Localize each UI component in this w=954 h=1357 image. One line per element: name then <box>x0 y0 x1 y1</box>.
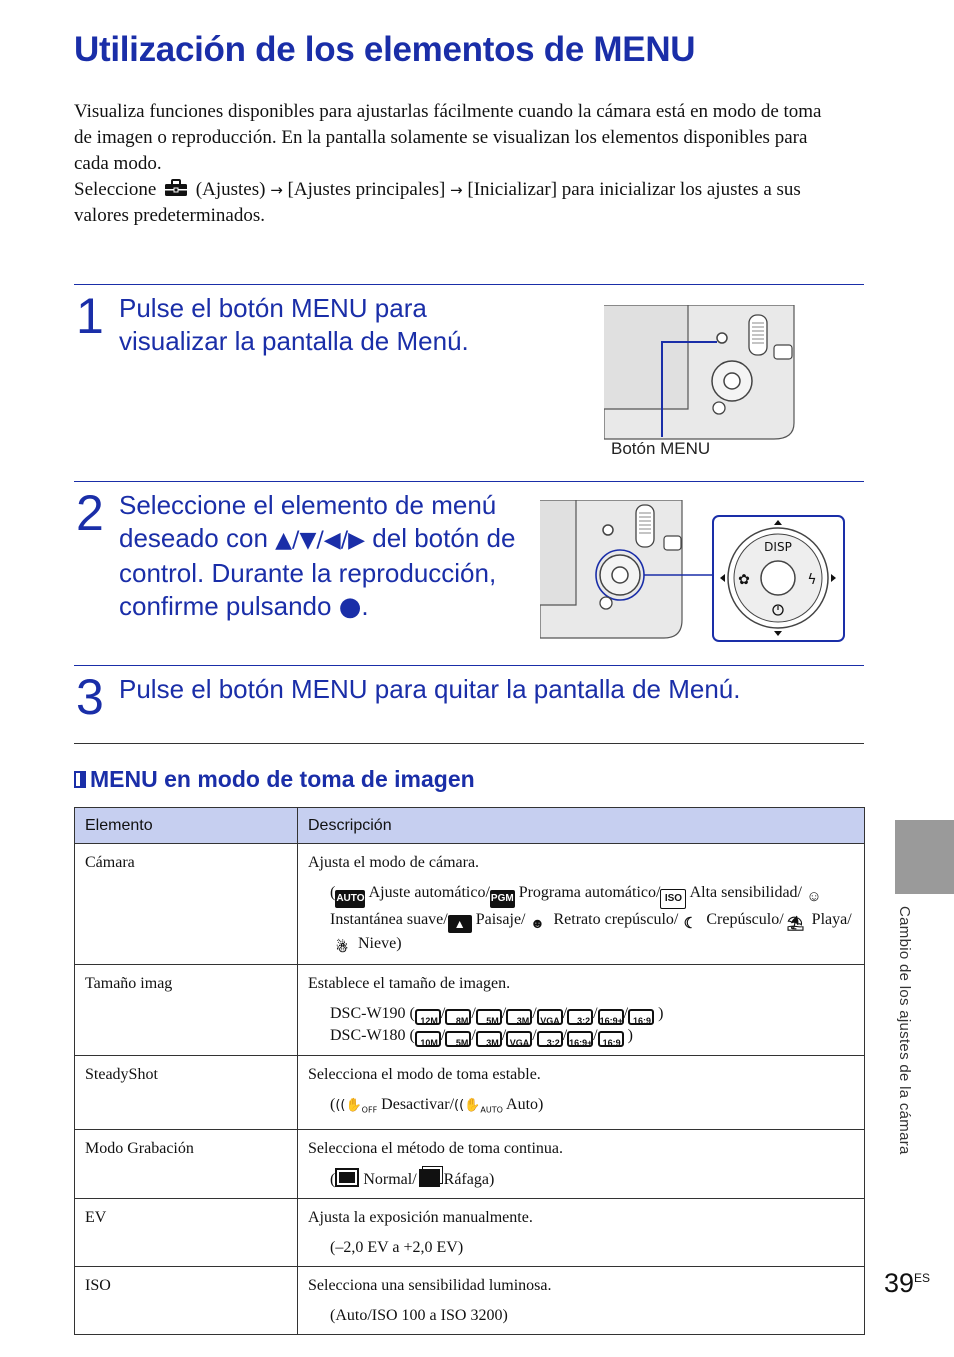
auto-mode-icon: AUTO <box>335 890 365 908</box>
step-text: Seleccione el elemento de menú deseado con ▲/▼/◀/▶ del botón de control. Durante la reproducción, confirme pulsando ●. <box>119 490 516 622</box>
table-cell-item: EV <box>75 1198 298 1266</box>
menu-table <box>74 807 865 1335</box>
page-title: Utilización de los elementos de MENU <box>74 30 696 69</box>
table-row <box>75 965 865 1056</box>
step-text: Pulse el botón MENU para quitar la pantalla de Menú. <box>119 674 741 704</box>
step-number: 2 <box>76 485 104 541</box>
chapter-tab <box>895 820 954 894</box>
table-row <box>75 1266 865 1334</box>
table-cell-description: Selecciona el modo de toma estable. ((($✋_{OFF}$ Desactivar/(($✋_{AUTO}$ Auto) <box>298 1056 865 1130</box>
twilight-portrait-icon: ☻ <box>526 914 550 932</box>
image-size-icon: 16:9+ <box>598 1009 624 1025</box>
center-button-icon: ● <box>338 592 362 622</box>
column-header: Elemento <box>75 808 298 844</box>
step-divider <box>74 284 864 285</box>
normal-mode-icon <box>335 1168 359 1187</box>
table-cell-item: SteadyShot <box>75 1056 298 1130</box>
intro-instructions: Seleccione (Ajustes) → [Ajustes principales] → [Inicializar] para inicializar los ajustes a sus valores predeterminados. <box>74 179 801 226</box>
arrow-icon: → <box>450 181 463 199</box>
toolbox-icon <box>164 179 188 197</box>
intro-text <box>74 99 844 229</box>
snow-icon: ☃ <box>330 938 354 956</box>
image-size-icon: VGA <box>537 1009 563 1025</box>
svg-text:ϟ: ϟ <box>807 572 817 588</box>
image-size-list: DSC-W190 ( 12M / 8M / 5M / 3M / VGA / 3:2 / 16:9+/ 16:9 ) DSC-W180 ( 10M / 5M / 3M / VGA / 3:2 / 16:9+/ 16:9 ) <box>330 1005 664 1048</box>
image-size-icon: VGA <box>506 1031 532 1047</box>
table-row <box>75 844 865 965</box>
program-mode-icon: PGM <box>490 890 515 908</box>
twilight-icon: ☾ <box>678 915 702 933</box>
arrow-icon: → <box>270 181 283 199</box>
image-size-icon: 16:9 <box>628 1009 654 1025</box>
table-cell-description: Selecciona el método de toma continua. ( Normal/ Ráfaga) <box>298 1129 865 1198</box>
table-row <box>75 1198 865 1266</box>
chapter-label: Cambio de los ajustes de la cámara <box>896 906 913 1155</box>
image-size-icon: 16:9+ <box>567 1031 593 1047</box>
image-size-icon: 3:2 <box>567 1009 593 1025</box>
steadyshot-auto-icon: (($✋_{AUTO}$ <box>454 1098 503 1115</box>
image-size-icon: 5M <box>445 1031 471 1047</box>
step-divider <box>74 665 864 666</box>
table-row <box>75 1129 865 1198</box>
image-size-icon: 3M <box>476 1031 502 1047</box>
steadyshot-off-icon: (($✋_{OFF}$ <box>335 1098 378 1115</box>
image-size-icon: 16:9 <box>598 1031 624 1047</box>
image-size-icon: 10M <box>415 1031 441 1047</box>
control-button-illustration <box>540 500 850 645</box>
disp-label: DISP <box>764 540 792 554</box>
table-row <box>75 1056 865 1130</box>
section-marker-icon <box>74 771 86 788</box>
menu-button-caption: Botón MENU <box>611 439 711 458</box>
beach-icon: ⛱ <box>784 914 808 932</box>
camera-back-illustration <box>604 305 796 442</box>
record-mode-options: ( Normal/ Ráfaga) <box>308 1168 854 1190</box>
burst-mode-icon <box>419 1169 440 1187</box>
soft-snap-icon: ☺ <box>802 888 826 906</box>
image-size-icon: 12M <box>415 1009 441 1025</box>
table-cell-description: Ajusta el modo de cámara. (AUTO Ajuste automático/PGM Programa automático/ ISO Alta sensibilidad/ ☺ Instantánea suave/ ▲ Paisaje/ ☻ Retrato crepúsculo/ ☾ Crepúsculo/ ⛱ Playa/☃ Nieve) <box>298 844 865 965</box>
svg-text:✿: ✿ <box>738 572 750 588</box>
direction-arrows: ▲/▼/◀/▶ <box>275 528 366 553</box>
table-cell-item: Modo Grabación <box>75 1129 298 1198</box>
intro-paragraph: Visualiza funciones disponibles para ajustarlas fácilmente cuando la cámara está en modo de toma de imagen o reproducción. En la pantalla solamente se visualizan los elementos disponibles para cada modo. <box>74 101 822 174</box>
image-size-icon: 3:2 <box>537 1031 563 1047</box>
table-cell-description: Ajusta la exposición manualmente. (–2,0 EV a +2,0 EV) <box>298 1198 865 1266</box>
high-sensitivity-icon: ISO <box>660 889 686 909</box>
step-divider <box>74 481 864 482</box>
camera-modes: (AUTO Ajuste automático/PGM Programa automático/ ISO Alta sensibilidad/ ☺ Instantánea suave/ ▲ Paisaje/ ☻ Retrato crepúsculo/ ☾ Crepúsculo/ ⛱ Playa/☃ Nieve) <box>330 884 852 955</box>
table-cell-item: Cámara <box>75 844 298 965</box>
table-cell-item: Tamaño imag <box>75 965 298 1056</box>
image-size-icon: 5M <box>476 1009 502 1025</box>
table-cell-item: ISO <box>75 1266 298 1334</box>
page-number: $39^{ES}$ <box>884 1268 931 1298</box>
steadyshot-options: ((($✋_{OFF}$ Desactivar/(($✋_{AUTO}$ Auto) <box>330 1096 544 1115</box>
table-cell-description: Establece el tamaño de imagen. DSC-W190 ( 12M / 8M / 5M / 3M / VGA / 3:2 / 16:9+/ 16:9 ) DSC-W180 ( 10M / 5M / 3M / VGA / 3:2 / 16:9+/ 16:9 ) <box>298 965 865 1056</box>
column-header: Descripción <box>298 808 865 844</box>
table-cell-description: Selecciona una sensibilidad luminosa. (Auto/ISO 100 a ISO 3200) <box>298 1266 865 1334</box>
step-number: 3 <box>76 669 104 725</box>
step-text: Pulse el botón MENU para visualizar la pantalla de Menú. <box>119 293 469 356</box>
step-number: 1 <box>76 288 104 344</box>
image-size-icon: 8M <box>445 1009 471 1025</box>
landscape-icon: ▲ <box>448 915 472 933</box>
step-divider <box>74 743 864 744</box>
section-title: MENU en modo de toma de imagen <box>74 766 475 793</box>
table-header-row <box>75 808 865 844</box>
image-size-icon: 3M <box>506 1009 532 1025</box>
